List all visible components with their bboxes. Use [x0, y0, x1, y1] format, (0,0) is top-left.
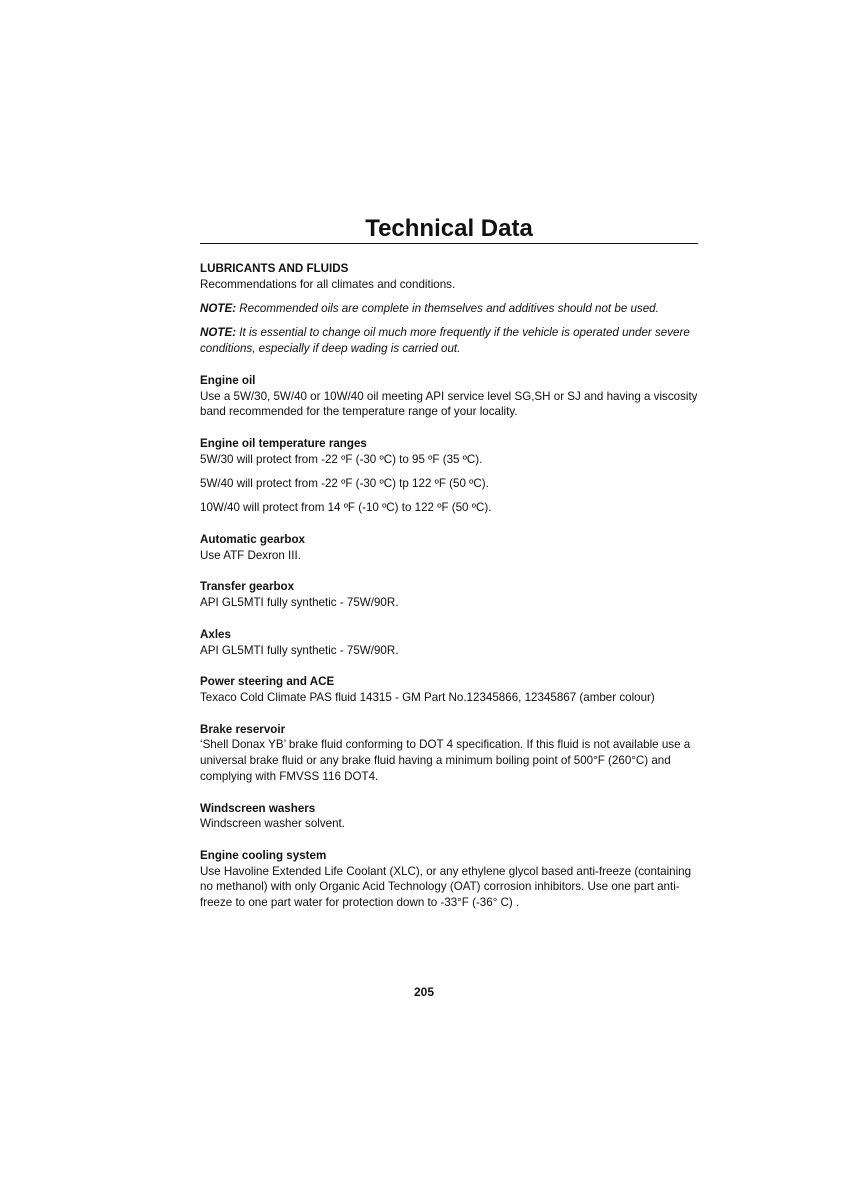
engine-cooling-text: Use Havoline Extended Life Coolant (XLC), or any ethylene glycol based anti-freeze (containing no methanol) with only Organic Acid Technology (OAT) corrosion inhibitors. Use one part anti-freeze to one part water for protection down to -33°F (-36° C) . — [200, 864, 692, 910]
windscreen-washers-text: Windscreen washer solvent. — [200, 817, 345, 831]
temperature-ranges-heading: Engine oil temperature ranges — [200, 436, 367, 450]
note-oil-change — [200, 325, 700, 357]
temperature-range-5w30: 5W/30 will protect from -22 ºF (-30 ºC) to 95 ºF (35 ºC). — [200, 452, 483, 466]
section-intro: Recommendations for all climates and conditions. — [200, 277, 456, 291]
engine-cooling-heading: Engine cooling system — [200, 848, 327, 862]
document-body — [200, 261, 700, 911]
windscreen-washers-heading: Windscreen washers — [200, 801, 316, 815]
engine-oil-text: Use a 5W/30, 5W/40 or 10W/40 oil meeting API service level SG,SH or SJ and having a viscosity band recommended for the temperature range of your locality. — [200, 389, 698, 419]
brake-reservoir-text: ‘Shell Donax YB’ brake fluid conforming to DOT 4 specification. If this fluid is not available use a universal brake fluid or any brake fluid having a minimum boiling point of 500°F (260°C) and complying with FMVSS 116 DOT4. — [200, 738, 691, 783]
section-heading: LUBRICANTS AND FLUIDS — [200, 262, 349, 275]
temperature-range-5w40: 5W/40 will protect from -22 ºF (-30 ºC) tp 122 ºF (50 ºC). — [200, 477, 489, 491]
temperature-range-10w40: 10W/40 will protect from 14 ºF (-10 ºC) to 122 ºF (50 ºC). — [200, 501, 492, 515]
engine-oil-heading: Engine oil — [200, 373, 256, 387]
brake-reservoir-heading: Brake reservoir — [200, 722, 286, 736]
automatic-gearbox-heading: Automatic gearbox — [200, 532, 306, 546]
note-label: NOTE: — [200, 326, 237, 340]
title-rule — [200, 243, 698, 244]
note-additives — [200, 301, 700, 317]
note-text: Recommended oils are complete in themselves and additives should not be used. — [236, 302, 659, 316]
axles-text: API GL5MTI fully synthetic - 75W/90R. — [200, 643, 399, 657]
axles-heading: Axles — [200, 627, 231, 641]
transfer-gearbox-text: API GL5MTI fully synthetic - 75W/90R. — [200, 596, 399, 610]
automatic-gearbox-text: Use ATF Dexron III. — [200, 548, 301, 562]
power-steering-text: Texaco Cold Climate PAS fluid 14315 - GM Part No.12345866, 12345867 (amber colour) — [200, 690, 655, 704]
page-number: 205 — [413, 985, 435, 999]
note-label: NOTE: — [200, 302, 237, 316]
power-steering-heading: Power steering and ACE — [200, 675, 335, 689]
transfer-gearbox-heading: Transfer gearbox — [200, 580, 295, 594]
page-title: Technical Data — [365, 215, 533, 242]
note-text: It is essential to change oil much more frequently if the vehicle is operated under severe conditions, especially if deep wading is carried out. — [200, 326, 690, 356]
